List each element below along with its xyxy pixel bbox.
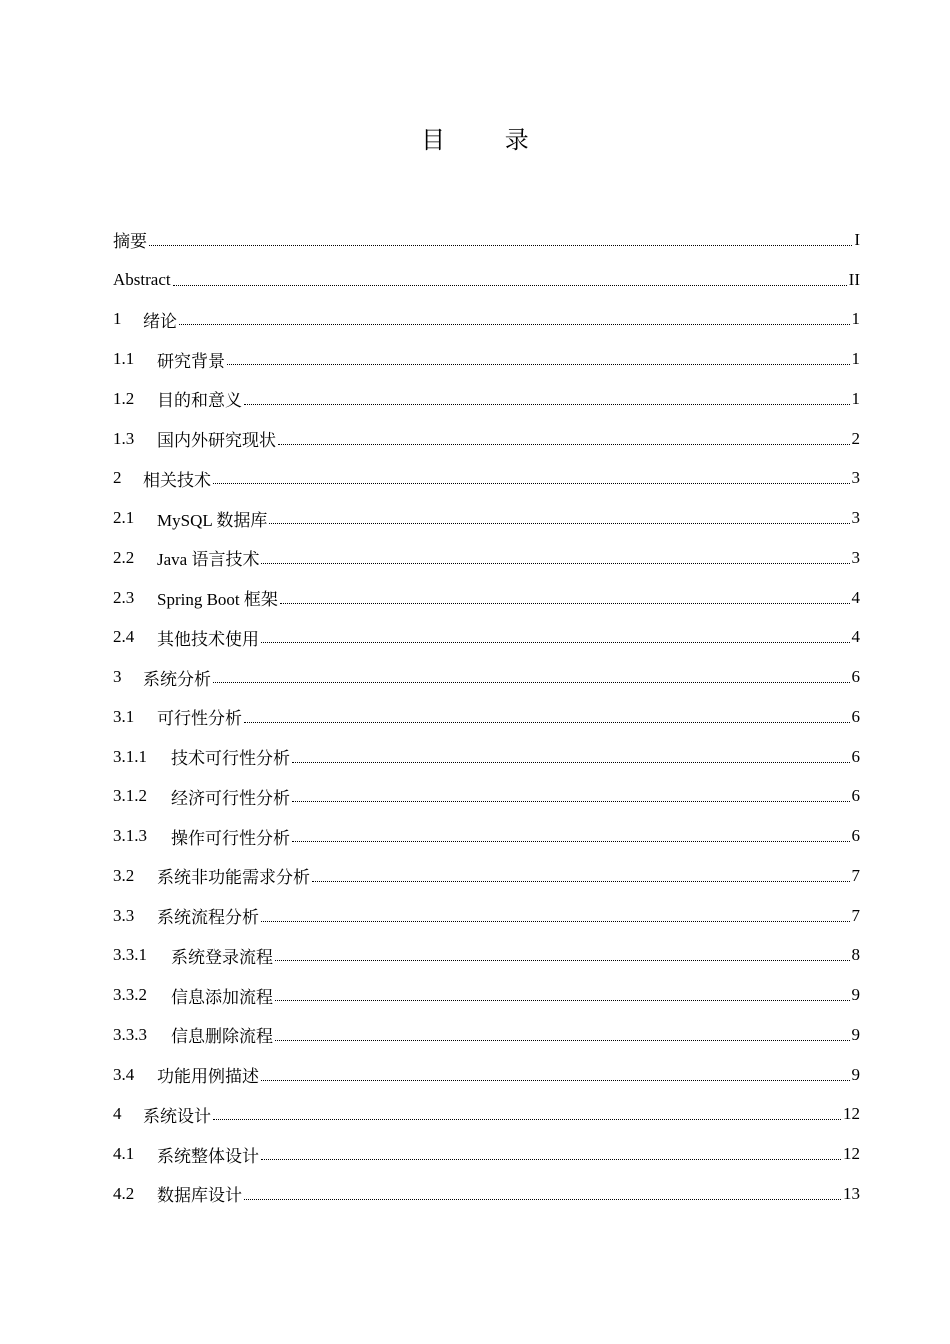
toc-dot-leader: [292, 747, 850, 767]
toc-dot-leader: [275, 945, 850, 965]
toc-entry[interactable]: [113, 697, 860, 737]
toc-dot-leader: [244, 707, 850, 727]
toc-entry[interactable]: [113, 578, 860, 618]
toc-entry-number: 4: [113, 1104, 122, 1124]
toc-entry[interactable]: [113, 379, 860, 419]
toc-entry-page: 12: [843, 1104, 860, 1124]
toc-entry-page: 1: [851, 349, 860, 369]
toc-entry-title: 绪论: [143, 311, 177, 331]
toc-entry-page: 9: [851, 985, 860, 1005]
toc-entry-title: Abstract: [113, 269, 171, 289]
toc-dot-leader: [261, 1144, 841, 1164]
toc-list: [113, 220, 860, 1214]
toc-entry-title: 操作可行性分析: [171, 828, 290, 848]
toc-entry-number: 3: [113, 667, 122, 687]
toc-entry[interactable]: [113, 856, 860, 896]
toc-entry-page: 2: [851, 428, 860, 448]
toc-entry[interactable]: [113, 896, 860, 936]
toc-entry[interactable]: [113, 618, 860, 658]
toc-entry-page: 7: [851, 865, 860, 885]
toc-entry-page: 6: [851, 667, 860, 687]
toc-entry-title: 信息添加流程: [171, 987, 273, 1007]
toc-dot-leader: [261, 548, 849, 568]
toc-dot-leader: [244, 1184, 841, 1204]
toc-entry-page: 3: [851, 547, 860, 567]
toc-dot-leader: [227, 349, 850, 369]
toc-dot-leader: [213, 667, 850, 687]
toc-entry[interactable]: [113, 538, 860, 578]
toc-dot-leader: [173, 270, 847, 290]
toc-entry-number: 3.2: [113, 865, 135, 885]
toc-entry-title: 相关技术: [143, 470, 211, 490]
toc-entry-title: 信息删除流程: [171, 1027, 273, 1047]
toc-entry-number: 4.2: [113, 1183, 135, 1203]
toc-entry-title: 系统整体设计: [157, 1146, 259, 1166]
toc-entry-title: 可行性分析: [157, 709, 242, 729]
toc-entry-title: 系统登录流程: [171, 947, 273, 967]
toc-dot-leader: [261, 1065, 850, 1085]
toc-entry-number: 2.4: [113, 627, 135, 647]
toc-entry-title: 目的和意义: [157, 391, 242, 411]
toc-entry-number: 3.1: [113, 706, 135, 726]
toc-entry[interactable]: [113, 657, 860, 697]
toc-dot-leader: [312, 866, 850, 886]
toc-entry-page: 1: [851, 388, 860, 408]
toc-dot-leader: [278, 429, 850, 449]
toc-entry[interactable]: [113, 1095, 860, 1135]
toc-entry-title: 系统设计: [143, 1106, 211, 1126]
toc-entry-page: 6: [851, 746, 860, 766]
toc-entry[interactable]: [113, 220, 860, 260]
toc-entry-number: 3.3: [113, 905, 135, 925]
toc-entry-title: 系统流程分析: [157, 908, 259, 928]
toc-dot-leader: [261, 627, 850, 647]
toc-dot-leader: [275, 1025, 850, 1045]
toc-dot-leader: [292, 826, 850, 846]
toc-entry[interactable]: [113, 936, 860, 976]
toc-entry-page: 9: [851, 1024, 860, 1044]
toc-entry[interactable]: [113, 339, 860, 379]
toc-entry-number: 2.1: [113, 508, 135, 528]
toc-entry-title: 摘要: [113, 232, 147, 252]
toc-entry-title: Java 语言技术: [157, 550, 260, 570]
toc-entry-page: 7: [851, 905, 860, 925]
toc-entry-title: 系统分析: [143, 669, 211, 689]
toc-dot-leader: [179, 309, 850, 329]
toc-entry-title: 系统非功能需求分析: [157, 868, 310, 888]
toc-entry[interactable]: [113, 1134, 860, 1174]
toc-title: 目 录: [421, 126, 555, 154]
toc-entry-title: 国内外研究现状: [157, 431, 276, 451]
toc-dot-leader: [261, 906, 850, 926]
toc-entry[interactable]: [113, 1015, 860, 1055]
toc-entry-number: 1.1: [113, 349, 135, 369]
toc-entry-page: 6: [851, 706, 860, 726]
toc-dot-leader: [292, 786, 850, 806]
toc-entry-number: 3.3.1: [113, 945, 147, 965]
toc-entry[interactable]: [113, 300, 860, 340]
toc-entry-page: 1: [851, 309, 860, 329]
toc-entry-page: 4: [851, 587, 860, 607]
toc-entry-number: 3.1.2: [113, 786, 147, 806]
toc-entry-page: 6: [851, 826, 860, 846]
toc-entry-number: 2.3: [113, 587, 135, 607]
toc-entry-title: 经济可行性分析: [171, 788, 290, 808]
toc-entry[interactable]: [113, 498, 860, 538]
toc-entry-page: 9: [851, 1064, 860, 1084]
toc-dot-leader: [213, 468, 850, 488]
toc-entry-number: 3.4: [113, 1064, 135, 1084]
toc-entry[interactable]: [113, 1055, 860, 1095]
toc-entry[interactable]: [113, 260, 860, 300]
toc-entry-page: I: [854, 229, 860, 249]
toc-entry-title: 其他技术使用: [157, 629, 259, 649]
toc-dot-leader: [269, 508, 849, 528]
toc-entry-page: 3: [851, 508, 860, 528]
toc-entry-number: 3.3.3: [113, 1024, 147, 1044]
toc-entry-title: 数据库设计: [157, 1186, 242, 1206]
toc-entry-page: 12: [843, 1144, 860, 1164]
toc-entry-title: MySQL 数据库: [157, 510, 268, 530]
toc-dot-leader: [280, 588, 850, 608]
toc-dot-leader: [275, 985, 850, 1005]
toc-entry-page: 8: [851, 945, 860, 965]
toc-entry[interactable]: [113, 459, 860, 499]
toc-entry-page: 13: [843, 1183, 860, 1203]
toc-dot-leader: [149, 230, 852, 250]
toc-entry-number: 3.3.2: [113, 985, 147, 1005]
toc-entry-title: Spring Boot 框架: [157, 590, 278, 610]
toc-entry[interactable]: [113, 777, 860, 817]
toc-dot-leader: [213, 1104, 841, 1124]
toc-entry[interactable]: [113, 737, 860, 777]
toc-entry-page: 6: [851, 786, 860, 806]
toc-entry-title: 技术可行性分析: [171, 749, 290, 769]
toc-entry[interactable]: [113, 1174, 860, 1214]
toc-entry-number: 1: [113, 309, 122, 329]
toc-entry-number: 2: [113, 468, 122, 488]
toc-entry-number: 1.3: [113, 428, 135, 448]
toc-entry-number: 3.1.3: [113, 826, 147, 846]
toc-dot-leader: [244, 389, 850, 409]
toc-entry[interactable]: [113, 975, 860, 1015]
toc-entry-number: 4.1: [113, 1144, 135, 1164]
toc-entry-number: 3.1.1: [113, 746, 147, 766]
toc-entry-page: II: [848, 269, 860, 289]
toc-entry-title: 功能用例描述: [157, 1067, 259, 1087]
toc-entry-page: 4: [851, 627, 860, 647]
toc-entry-title: 研究背景: [157, 351, 225, 371]
toc-entry[interactable]: [113, 816, 860, 856]
toc-entry-number: 1.2: [113, 388, 135, 408]
toc-entry-page: 3: [851, 468, 860, 488]
toc-entry[interactable]: [113, 419, 860, 459]
toc-entry-number: 2.2: [113, 547, 135, 567]
